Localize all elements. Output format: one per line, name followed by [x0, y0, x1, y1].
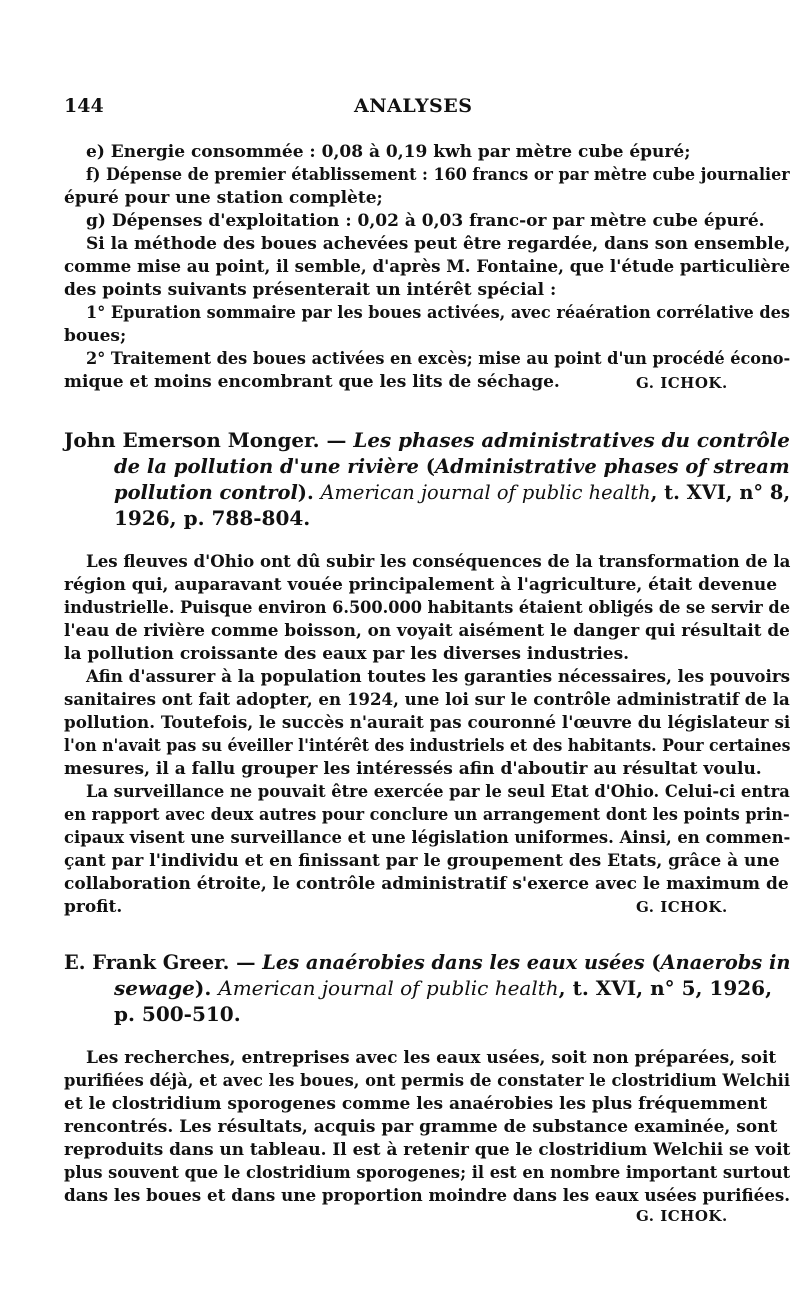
- text-line: e) Energie consommée : 0,08 à 0,19 kwh par mètre cube épuré;: [86, 142, 691, 162]
- text-line: purifiées déjà, et avec les boues, ont permis de constater le clostridium Welchii: [64, 1071, 791, 1091]
- signature: G. ICHOK.: [636, 374, 728, 392]
- title-english-cont: pollution control: [114, 480, 298, 504]
- title-french: Les phases administratives du contrôle: [353, 428, 790, 452]
- text-line: comme mise au point, il semble, d'après M. Fontaine, que l'étude particulière: [64, 257, 791, 277]
- title-english: Anaerobs in: [660, 950, 791, 974]
- text-line: mique et moins encombrant que les lits de séchage.: [64, 372, 560, 392]
- reference: , t. XVI, n° 5, 1926,: [558, 976, 773, 1000]
- text-line: La surveillance ne pouvait être exercée par le seul Etat d'Ohio. Celui-ci entra: [86, 782, 790, 802]
- text-line: f) Dépense de premier établissement : 160 francs or par mètre cube journalier: [86, 165, 790, 185]
- title-french-cont: de la pollution d'une rivière: [114, 454, 419, 478]
- dash: —: [229, 950, 263, 974]
- text-line: dans les boues et dans une proportion moindre dans les eaux usées purifiées.: [64, 1186, 791, 1206]
- text-line: épuré pour une station complète;: [64, 188, 383, 208]
- text-line: boues;: [64, 326, 127, 346]
- text-line: Les recherches, entreprises avec les eaux usées, soit non préparées, soit: [86, 1048, 777, 1068]
- text-line: et le clostridium sporogenes comme les anaérobies les plus fréquemment: [64, 1094, 768, 1114]
- page-number: 144: [64, 95, 104, 117]
- text-line: des points suivants présenterait un intérêt spécial :: [64, 280, 557, 300]
- text-line: mesures, il a fallu grouper les intéressés afin d'aboutir au résultat voulu.: [64, 759, 762, 779]
- text-line: 2° Traitement des boues activées en excès; mise au point d'un procédé écono-: [86, 349, 791, 369]
- text-line: en rapport avec deux autres pour conclure un arrangement dont les points prin-: [64, 805, 790, 825]
- text-line: rencontrés. Les résultats, acquis par gramme de substance examinée, sont: [64, 1117, 778, 1137]
- paren-open: (: [644, 950, 661, 974]
- signature: G. ICHOK.: [636, 898, 728, 916]
- text-line: sanitaires ont fait adopter, en 1924, une loi sur le contrôle administratif de la: [64, 690, 790, 710]
- text-line: cipaux visent une surveillance et une législation uniformes. Ainsi, en commen-: [64, 828, 791, 848]
- dash: —: [319, 428, 354, 452]
- journal-name: American journal of public health: [218, 976, 559, 1000]
- text-line: Si la méthode des boues achevées peut être regardée, dans son ensemble,: [86, 234, 791, 254]
- text-line: 1° Epuration sommaire par les boues activées, avec réaération corrélative des: [86, 303, 790, 323]
- author-name: E. Frank Greer.: [64, 950, 230, 974]
- text-line: la pollution croissante des eaux par les diverses industries.: [64, 644, 630, 664]
- reference-cont: p. 500-510.: [114, 1002, 241, 1026]
- paren-close: ).: [297, 480, 321, 504]
- paren-close: ).: [194, 976, 219, 1000]
- text-line: plus souvent que le clostridium sporogenes; il est en nombre important surtout: [64, 1163, 791, 1183]
- text-line: collaboration étroite, le contrôle administratif s'exerce avec le maximum de: [64, 874, 789, 894]
- journal-name: American journal of public health: [320, 480, 651, 504]
- text-line: région qui, auparavant vouée principalement à l'agriculture, était devenue: [64, 575, 778, 595]
- paren-open: (: [418, 454, 436, 478]
- title-english: Administrative phases of stream: [435, 454, 790, 478]
- title-english-cont: sewage: [114, 976, 195, 1000]
- text-line: çant par l'individu et en finissant par le groupement des Etats, grâce à une: [64, 851, 780, 871]
- reference-cont: 1926, p. 788-804.: [114, 506, 311, 530]
- text-line: l'on n'avait pas su éveiller l'intérêt des industriels et des habitants. Pour certaines: [64, 736, 791, 756]
- text-line: reproduits dans un tableau. Il est à retenir que le clostridium Welchii se voit: [64, 1140, 791, 1160]
- signature: G. ICHOK.: [636, 1207, 728, 1225]
- text-line: Les fleuves d'Ohio ont dû subir les conséquences de la transformation de la: [86, 552, 791, 572]
- text-line: industrielle. Puisque environ 6.500.000 habitants étaient obligés de se servir de: [64, 598, 790, 618]
- text-line: pollution. Toutefois, le succès n'aurait pas couronné l'œuvre du législateur si: [64, 713, 791, 733]
- text-line: profit.: [64, 897, 123, 917]
- text-line: g) Dépenses d'exploitation : 0,02 à 0,03 franc-or par mètre cube épuré.: [86, 211, 765, 231]
- author-name: John Emerson Monger.: [64, 428, 320, 452]
- title-french: Les anaérobies dans les eaux usées: [262, 950, 645, 974]
- text-line: Afin d'assurer à la population toutes les garanties nécessaires, les pouvoirs: [86, 667, 790, 687]
- reference: , t. XVI, n° 8,: [650, 480, 791, 504]
- running-title: ANALYSES: [354, 95, 473, 117]
- text-line: l'eau de rivière comme boisson, on voyait aisément le danger qui résultait de: [64, 621, 790, 641]
